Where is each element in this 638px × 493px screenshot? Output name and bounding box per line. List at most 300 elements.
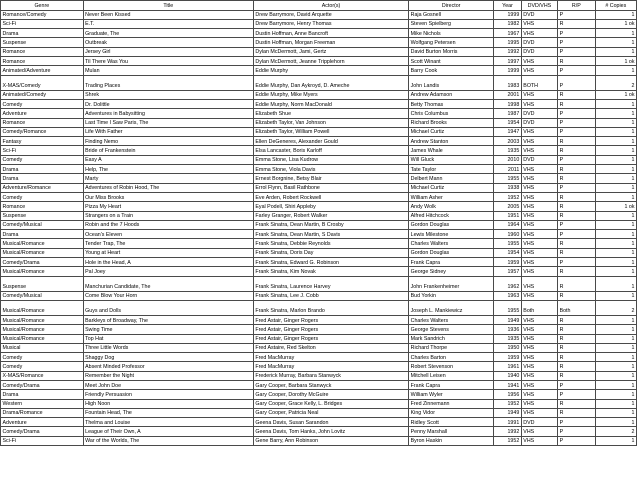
director-cell[interactable]: Wolfgang Petersen [409,38,494,47]
genre-cell[interactable]: Western [1,399,84,408]
rp-column-header[interactable]: R/P [558,1,596,11]
director-cell[interactable]: Mike Nichols [409,29,494,38]
copies-cell[interactable]: 1 [595,66,636,75]
actors-cell[interactable]: Elsa Lancaster, Boris Karloff [253,146,408,155]
format-cell[interactable]: VHS [521,399,557,408]
copies-cell[interactable]: 1 [595,390,636,399]
title-cell[interactable]: Easy A [83,155,253,164]
actors-cell[interactable]: Eddie Murphy, Norm MacDonald [253,99,408,108]
year-cell[interactable]: 1995 [494,38,522,47]
year-cell[interactable]: 2005 [494,202,522,211]
director-cell[interactable]: Charles Barton [409,353,494,362]
year-cell[interactable]: 1999 [494,10,522,19]
copies-cell[interactable]: 1 [595,155,636,164]
format-cell[interactable]: VHS [521,353,557,362]
format-cell[interactable]: DVD [521,118,557,127]
title-cell[interactable]: Ocean's Eleven [83,230,253,239]
director-cell[interactable]: Scott Winant [409,57,494,66]
year-cell[interactable]: 1952 [494,399,522,408]
format-cell[interactable]: VHS [521,99,557,108]
title-cell[interactable]: Marty [83,174,253,183]
rp-cell[interactable]: R [558,174,596,183]
genre-cell[interactable]: X-MAS/Comedy [1,75,84,90]
format-cell[interactable]: DVD [521,155,557,164]
year-cell[interactable]: 1954 [494,248,522,257]
format-cell[interactable]: VHS [521,239,557,248]
year-cell[interactable]: 1987 [494,109,522,118]
title-cell[interactable]: Bride of Frankenstein [83,146,253,155]
genre-cell[interactable]: Comedy [1,192,84,201]
format-cell[interactable]: VHS [521,220,557,229]
director-cell[interactable]: Richard Brooks [409,118,494,127]
rp-cell[interactable]: R [558,371,596,380]
rp-cell[interactable]: P [558,75,596,90]
copies-cell[interactable]: 1 [595,38,636,47]
year-cell[interactable]: 1938 [494,183,522,192]
genre-cell[interactable]: Animated/Comedy [1,90,84,99]
copies-cell[interactable]: 1 [595,127,636,136]
format-cell[interactable]: VHS [521,258,557,267]
genre-cell[interactable]: Romance [1,118,84,127]
rp-cell[interactable]: P [558,258,596,267]
genre-cell[interactable]: Musical/Romance [1,315,84,324]
format-cell[interactable]: Both [521,300,557,315]
year-cell[interactable]: 1935 [494,146,522,155]
actors-cell[interactable]: Frank Sinatra, Doris Day [253,248,408,257]
genre-cell[interactable]: Adventure [1,109,84,118]
genre-cell[interactable]: Drama [1,230,84,239]
director-cell[interactable]: George Stevens [409,325,494,334]
copies-cell[interactable]: 1 [595,220,636,229]
title-cell[interactable]: Manchurian Candidate, The [83,276,253,291]
rp-cell[interactable]: R [558,276,596,291]
format-cell[interactable]: VHS [521,66,557,75]
format-cell[interactable]: VHS [521,146,557,155]
format-cell[interactable]: VHS [521,230,557,239]
actors-cell[interactable]: Drew Barrymore, David Arquette [253,10,408,19]
director-cell[interactable]: George Sidney [409,267,494,276]
actors-cell[interactable]: Frank Sinatra, Kim Novak [253,267,408,276]
copies-cell[interactable]: 1 [595,239,636,248]
title-cell[interactable]: Pal Joey [83,267,253,276]
title-cell[interactable]: Come Blow Your Horn [83,291,253,300]
director-column-header[interactable]: Director [409,1,494,11]
actors-cell[interactable]: Dustin Hoffman, Morgan Freeman [253,38,408,47]
actors-cell[interactable]: Dylan McDermott, Jeanne Tripplehorn [253,57,408,66]
actors-cell[interactable]: Eyal Podell, Shiri Appleby [253,202,408,211]
rp-cell[interactable]: P [558,155,596,164]
actors-cell[interactable]: Emma Stone, Viola Davis [253,165,408,174]
copies-cell[interactable]: 1 [595,353,636,362]
year-cell[interactable]: 1947 [494,127,522,136]
format-cell[interactable]: VHS [521,325,557,334]
genre-cell[interactable]: Comedy/Drama [1,427,84,436]
format-cell[interactable]: VHS [521,408,557,417]
actors-cell[interactable]: Drew Barrymore, Henry Thomas [253,19,408,28]
actors-cell[interactable]: Geena Davis, Susan Sarandon [253,418,408,427]
year-cell[interactable]: 1963 [494,291,522,300]
rp-cell[interactable]: P [558,230,596,239]
actors-cell[interactable]: Gary Cooper, Dorothy McGuire [253,390,408,399]
copies-cell[interactable]: 1 [595,10,636,19]
actors-cell[interactable]: Fred MacMurray [253,362,408,371]
title-cell[interactable]: Pizza My Heart [83,202,253,211]
year-cell[interactable]: 2011 [494,165,522,174]
year-cell[interactable]: 1964 [494,220,522,229]
copies-cell[interactable]: 1 [595,137,636,146]
year-cell[interactable]: 1949 [494,408,522,417]
copies-cell[interactable]: 1 [595,258,636,267]
title-cell[interactable]: Fountain Head, The [83,408,253,417]
actors-cell[interactable]: Elizabeth Taylor, Van Johnson [253,118,408,127]
format-cell[interactable]: VHS [521,267,557,276]
genre-cell[interactable]: X-MAS/Romance [1,371,84,380]
title-cell[interactable]: Trading Places [83,75,253,90]
rp-cell[interactable]: R [558,99,596,108]
genre-cell[interactable]: Comedy [1,155,84,164]
title-cell[interactable]: Shrek [83,90,253,99]
rp-cell[interactable]: P [558,118,596,127]
format-cell[interactable]: VHS [521,29,557,38]
rp-cell[interactable]: P [558,66,596,75]
rp-cell[interactable]: P [558,38,596,47]
copies-cell[interactable]: 1 [595,230,636,239]
format-cell[interactable]: VHS [521,362,557,371]
year-cell[interactable]: 1992 [494,427,522,436]
format-cell[interactable]: VHS [521,276,557,291]
title-cell[interactable]: Finding Nemo [83,137,253,146]
copies-cell[interactable]: 1 [595,362,636,371]
copies-cell[interactable]: 1 [595,174,636,183]
copies-cell[interactable]: 1 [595,343,636,352]
genre-cell[interactable]: Romance [1,202,84,211]
rp-cell[interactable]: R [558,343,596,352]
copies-cell[interactable]: 1 [595,408,636,417]
rp-cell[interactable]: R [558,90,596,99]
title-cell[interactable]: Young at Heart [83,248,253,257]
copies-cell[interactable]: 2 [595,427,636,436]
director-cell[interactable]: Mark Sandrich [409,334,494,343]
director-cell[interactable]: Lewis Milestone [409,230,494,239]
title-cell[interactable]: Adventures of Robin Hood, The [83,183,253,192]
rp-cell[interactable]: R [558,137,596,146]
copies-cell[interactable]: 1 [595,399,636,408]
year-cell[interactable]: 1957 [494,267,522,276]
rp-cell[interactable]: P [558,436,596,445]
copies-cell[interactable]: 1 [595,99,636,108]
director-cell[interactable]: Will Gluck [409,155,494,164]
title-cell[interactable]: Adventures in Babysitting [83,109,253,118]
copies-cell[interactable]: 1 [595,315,636,324]
format-cell[interactable]: VHS [521,436,557,445]
copies-cell[interactable]: 1 ok [595,19,636,28]
director-cell[interactable]: Penny Marshall [409,427,494,436]
genre-cell[interactable]: Suspense [1,276,84,291]
director-cell[interactable]: Frank Capra [409,258,494,267]
actors-cell[interactable]: Fred Astaire, Red Skelton [253,343,408,352]
year-cell[interactable]: 1955 [494,174,522,183]
actors-cell[interactable]: Frank Sinatra, Edward G. Robinson [253,258,408,267]
genre-cell[interactable]: Musical/Romance [1,267,84,276]
genre-cell[interactable]: Suspense [1,38,84,47]
actors-cell[interactable]: Dustin Hoffman, Anne Bancroft [253,29,408,38]
format-cell[interactable]: VHS [521,174,557,183]
actors-cell[interactable]: Frank Sinatra, Laurence Harvey [253,276,408,291]
format-cell[interactable]: VHS [521,371,557,380]
title-cell[interactable]: Three Little Words [83,343,253,352]
actors-cell[interactable]: Fred Astair, Ginger Rogers [253,334,408,343]
title-cell[interactable]: Remember the Night [83,371,253,380]
genre-cell[interactable]: Romance [1,57,84,66]
title-cell[interactable]: Strangers on a Train [83,211,253,220]
title-cell[interactable]: Guys and Dolls [83,300,253,315]
genre-cell[interactable]: Sci-Fi [1,146,84,155]
actors-cell[interactable]: Fred Astair, Ginger Rogers [253,315,408,324]
director-cell[interactable]: Barry Cook [409,66,494,75]
actors-cell[interactable]: Fred Astair, Ginger Rogers [253,325,408,334]
year-cell[interactable]: 1940 [494,371,522,380]
genre-cell[interactable]: Adventure [1,418,84,427]
title-cell[interactable]: Help, The [83,165,253,174]
title-cell[interactable]: Swing Time [83,325,253,334]
genre-cell[interactable]: Comedy/Musical [1,220,84,229]
director-cell[interactable]: Byron Haskin [409,436,494,445]
director-cell[interactable]: Frank Capra [409,380,494,389]
genre-cell[interactable]: Drama/Romance [1,408,84,417]
year-cell[interactable]: 2001 [494,90,522,99]
year-cell[interactable]: 1997 [494,57,522,66]
year-cell[interactable]: 1982 [494,19,522,28]
actors-cell[interactable]: Farley Granger, Robert Walker [253,211,408,220]
genre-cell[interactable]: Drama [1,174,84,183]
title-cell[interactable]: Dr. Dolittle [83,99,253,108]
director-cell[interactable]: James Whale [409,146,494,155]
copies-cell[interactable]: 1 [595,146,636,155]
copies-cell[interactable]: 1 [595,334,636,343]
rp-cell[interactable]: R [558,399,596,408]
rp-cell[interactable]: P [558,418,596,427]
director-cell[interactable]: Andrew Adamson [409,90,494,99]
copies-cell[interactable]: 1 [595,380,636,389]
year-cell[interactable]: 1960 [494,230,522,239]
genre-cell[interactable]: Comedy/Drama [1,380,84,389]
title-cell[interactable]: Meet John Doe [83,380,253,389]
format-cell[interactable]: VHS [521,334,557,343]
title-cell[interactable]: Life With Father [83,127,253,136]
genre-cell[interactable]: Comedy [1,362,84,371]
title-cell[interactable]: Jersey Girl [83,47,253,56]
director-cell[interactable]: Raja Gosnell [409,10,494,19]
rp-cell[interactable]: P [558,380,596,389]
format-cell[interactable]: DVD [521,109,557,118]
format-cell[interactable]: VHS [521,211,557,220]
copies-cell[interactable]: 1 ok [595,202,636,211]
director-cell[interactable]: Michael Curtiz [409,127,494,136]
rp-cell[interactable]: R [558,325,596,334]
year-cell[interactable]: 1959 [494,258,522,267]
format-cell[interactable]: BOTH [521,75,557,90]
year-cell[interactable]: 1983 [494,75,522,90]
copies-cell[interactable]: 1 [595,118,636,127]
format-cell[interactable]: VHS [521,343,557,352]
genre-cell[interactable]: Comedy [1,99,84,108]
genre-cell[interactable]: Comedy [1,353,84,362]
format-cell[interactable]: VHS [521,291,557,300]
title-cell[interactable]: Til There Was You [83,57,253,66]
year-cell[interactable]: 2003 [494,137,522,146]
rp-cell[interactable]: P [558,47,596,56]
copies-cell[interactable]: 1 [595,211,636,220]
title-cell[interactable]: Tender Trap, The [83,239,253,248]
genre-cell[interactable]: Comedy/Drama [1,258,84,267]
actors-cell[interactable]: Eddie Murphy, Dan Aykroyd, D. Ameche [253,75,408,90]
actors-cell[interactable]: Gene Barry, Ann Robinson [253,436,408,445]
year-cell[interactable]: 1935 [494,334,522,343]
copies-cell[interactable]: 1 [595,29,636,38]
rp-cell[interactable]: R [558,267,596,276]
year-cell[interactable]: 2010 [494,155,522,164]
rp-cell[interactable]: R [558,248,596,257]
actors-cell[interactable]: Emma Stone, Lisa Kudrow [253,155,408,164]
rp-cell[interactable]: Both [558,300,596,315]
copies-cell[interactable]: 1 [595,165,636,174]
actors-cell[interactable]: Geena Davis, Tom Hanks, John Lovitz [253,427,408,436]
genre-cell[interactable]: Comedy/Romance [1,127,84,136]
director-cell[interactable]: Bud Yorkin [409,291,494,300]
title-cell[interactable]: Friendly Persuasion [83,390,253,399]
format-cell[interactable]: VHS [521,315,557,324]
actors-cell[interactable]: Gary Cooper, Patricia Neal [253,408,408,417]
genre-cell[interactable]: Suspense [1,211,84,220]
director-cell[interactable]: Steven Spielberg [409,19,494,28]
year-cell[interactable]: 1992 [494,47,522,56]
director-cell[interactable]: Ridley Scott [409,418,494,427]
rp-cell[interactable]: R [558,291,596,300]
genre-cell[interactable]: Musical/Romance [1,334,84,343]
copies-cell[interactable]: 1 [595,291,636,300]
rp-cell[interactable]: R [558,239,596,248]
director-cell[interactable]: Alfred Hitchcock [409,211,494,220]
copies-cell[interactable]: 2 [595,75,636,90]
actors-column-header[interactable]: Actor(s) [253,1,408,11]
format-cell[interactable]: VHS [521,192,557,201]
actors-cell[interactable]: Frank Sinatra, Lee J. Cobb [253,291,408,300]
copies-cell[interactable]: 1 [595,325,636,334]
actors-cell[interactable]: Frederick Murray, Barbara Stanwyck [253,371,408,380]
actors-cell[interactable]: Eddie Murphy, Mike Myers [253,90,408,99]
rp-cell[interactable]: P [558,427,596,436]
director-cell[interactable]: Chris Columbus [409,109,494,118]
actors-cell[interactable]: Elizabeth Shue [253,109,408,118]
copies-cell[interactable]: 1 [595,47,636,56]
actors-cell[interactable]: Frank Sinatra, Dean Martin, S Davis [253,230,408,239]
actors-cell[interactable]: Frank Sinatra, Debbie Reynolds [253,239,408,248]
title-cell[interactable]: Outbreak [83,38,253,47]
rp-cell[interactable]: R [558,202,596,211]
title-cell[interactable]: League of Their Own, A [83,427,253,436]
copies-cell[interactable]: 2 [595,300,636,315]
format-cell[interactable]: DVD [521,10,557,19]
actors-cell[interactable]: Elizabeth Taylor, William Powell [253,127,408,136]
director-cell[interactable]: Charles Walters [409,315,494,324]
year-cell[interactable]: 1941 [494,380,522,389]
director-cell[interactable]: Gordon Douglas [409,248,494,257]
format-column-header[interactable]: DVD/VHS [521,1,557,11]
rp-cell[interactable]: P [558,220,596,229]
genre-cell[interactable]: Adventure/Romance [1,183,84,192]
director-cell[interactable]: Tate Taylor [409,165,494,174]
year-cell[interactable]: 1956 [494,390,522,399]
director-cell[interactable]: Robert Stevenson [409,362,494,371]
year-cell[interactable]: 1998 [494,99,522,108]
genre-cell[interactable]: Animated/Adventure [1,66,84,75]
rp-cell[interactable]: R [558,192,596,201]
rp-cell[interactable]: P [558,29,596,38]
director-cell[interactable]: David Burton Morris [409,47,494,56]
title-column-header[interactable]: Title [83,1,253,11]
genre-cell[interactable]: Musical/Romance [1,239,84,248]
copies-cell[interactable]: 1 [595,276,636,291]
actors-cell[interactable]: Dylan McDermott, Jami, Gertz [253,47,408,56]
copies-cell[interactable]: 1 ok [595,90,636,99]
year-cell[interactable]: 1955 [494,239,522,248]
copies-cell[interactable]: 1 [595,371,636,380]
year-cell[interactable]: 1954 [494,118,522,127]
title-cell[interactable]: Barkleys of Broadway, The [83,315,253,324]
genre-cell[interactable]: Drama [1,165,84,174]
format-cell[interactable]: VHS [521,183,557,192]
director-cell[interactable]: Fred Zinnemann [409,399,494,408]
title-cell[interactable]: High Noon [83,399,253,408]
copies-column-header[interactable]: # Copies [595,1,636,11]
copies-cell[interactable]: 1 [595,267,636,276]
year-cell[interactable]: 1949 [494,315,522,324]
year-cell[interactable]: 1951 [494,211,522,220]
director-cell[interactable]: Mitchell Leisen [409,371,494,380]
format-cell[interactable]: VHS [521,380,557,389]
actors-cell[interactable]: Ernest Borgnine, Betsy Blair [253,174,408,183]
title-cell[interactable]: Robin and the 7 Hoods [83,220,253,229]
director-cell[interactable]: Andrew Stanton [409,137,494,146]
year-cell[interactable]: 1999 [494,66,522,75]
format-cell[interactable]: VHS [521,57,557,66]
director-cell[interactable]: Michael Curtiz [409,183,494,192]
copies-cell[interactable]: 1 ok [595,57,636,66]
year-column-header[interactable]: Year [494,1,522,11]
title-cell[interactable]: War of the Worlds, The [83,436,253,445]
rp-cell[interactable]: P [558,127,596,136]
director-cell[interactable]: Delbert Mann [409,174,494,183]
copies-cell[interactable]: 1 [595,436,636,445]
rp-cell[interactable]: R [558,315,596,324]
director-cell[interactable]: King Vidor [409,408,494,417]
rp-cell[interactable]: P [558,183,596,192]
director-cell[interactable]: John Landis [409,75,494,90]
genre-cell[interactable]: Romance/Comedy [1,10,84,19]
format-cell[interactable]: VHS [521,137,557,146]
rp-cell[interactable]: P [558,390,596,399]
director-cell[interactable]: Betty Thomas [409,99,494,108]
genre-cell[interactable]: Drama [1,29,84,38]
rp-cell[interactable]: P [558,109,596,118]
year-cell[interactable]: 1959 [494,353,522,362]
genre-cell[interactable]: Drama [1,390,84,399]
rp-cell[interactable]: R [558,165,596,174]
year-cell[interactable]: 1991 [494,418,522,427]
format-cell[interactable]: VHS [521,390,557,399]
format-cell[interactable]: VHS [521,19,557,28]
genre-cell[interactable]: Musical/Romance [1,325,84,334]
